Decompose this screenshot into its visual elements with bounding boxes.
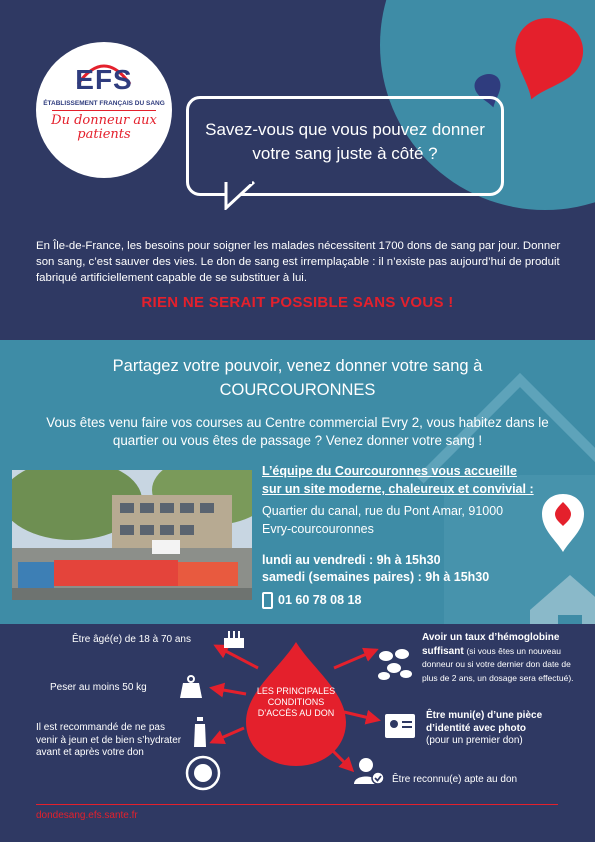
middle-section bbox=[0, 340, 595, 624]
logo-acronym: EFS bbox=[75, 64, 133, 95]
phone-number[interactable]: 01 60 78 08 18 bbox=[278, 593, 362, 607]
logo-divider bbox=[52, 110, 156, 111]
logo-tagline: Du donneur aux patients bbox=[51, 113, 157, 142]
hours-line1: lundi au vendredi : 9h à 15h30 bbox=[262, 553, 441, 567]
weight-icon bbox=[178, 674, 204, 700]
conditions-section bbox=[0, 624, 595, 842]
middle-title-line2: COURCOURONNES bbox=[219, 381, 376, 399]
speech-bubble-tail bbox=[224, 180, 260, 210]
condition-apt: Être reconnu(e) apte au don bbox=[392, 774, 518, 785]
blood-cells-icon bbox=[376, 646, 414, 682]
id-bold: Être muni(e) d’une pièce d’identité avec photo bbox=[426, 710, 543, 734]
condition-hydrate: Il est recommandé de ne pas venir à jeun et de bien s’hydrater avant et après votre don bbox=[36, 722, 182, 758]
header-question: Savez-vous que vous pouvez donner votre sang juste à côté ? bbox=[205, 120, 485, 163]
birthday-cake-icon bbox=[222, 628, 246, 650]
water-bottle-icon bbox=[192, 716, 208, 748]
plate-icon bbox=[184, 754, 222, 792]
phone-icon bbox=[262, 592, 273, 609]
opening-hours bbox=[262, 552, 562, 586]
address-line2: Evry-courcouronnes bbox=[262, 522, 374, 536]
top-section bbox=[0, 0, 595, 340]
address bbox=[262, 502, 542, 538]
user-check-icon bbox=[354, 756, 386, 786]
conditions-title: LES PRINCIPALES CONDITIONS D’ACCÈS AU DON bbox=[256, 686, 336, 718]
id-note: (pour un premier don) bbox=[426, 735, 523, 746]
team-line2: sur un site moderne, chaleureux et convivial : bbox=[262, 482, 534, 496]
red-speech-drop-icon bbox=[506, 14, 586, 104]
hours-line2: samedi (semaines paires) : 9h à 15h30 bbox=[262, 570, 490, 584]
team-heading bbox=[262, 462, 582, 498]
footer-divider bbox=[36, 804, 558, 805]
middle-text: Vous êtes venu faire vos courses au Centre commercial Evry 2, vous habitez dans le quartier ou vous êtes de passage ? Venez donner votre sang ! bbox=[46, 415, 549, 448]
logo-name: ÉTABLISSEMENT FRANÇAIS DU SANG bbox=[43, 100, 165, 107]
location-pin-icon bbox=[540, 492, 586, 554]
id-card-icon bbox=[384, 710, 416, 740]
condition-hemoglobin bbox=[422, 632, 582, 685]
condition-weight: Peser au moins 50 kg bbox=[50, 682, 147, 693]
middle-title-line1: Partagez votre pouvoir, venez donner votre sang à bbox=[112, 357, 483, 375]
team-line1: L’équipe du Courcouronnes vous accueille bbox=[262, 464, 517, 478]
hemo-bold2: suffisant bbox=[422, 645, 464, 657]
condition-id bbox=[426, 710, 576, 748]
hemo-note: (si vous êtes un nouveau donneur ou si votre dernier don date de plus de 2 ans, un dosage sera effectué). bbox=[422, 645, 574, 683]
condition-age: Être âgé(e) de 18 à 70 ans bbox=[72, 634, 191, 645]
middle-title bbox=[60, 354, 535, 402]
intro-paragraph: En Île-de-France, les besoins pour soigner les malades nécessitent 1700 dons de sang par jour. Donner son sang, c’est sauver des vies. Le don de sang est irremplaçable : il n’existe pas aujourd’hui de produit fabriqué artificiellement capable de se substituer à lui. bbox=[36, 240, 561, 284]
efs-logo bbox=[36, 42, 172, 178]
site-photo bbox=[12, 470, 252, 600]
slogan: RIEN NE SERAIT POSSIBLE SANS VOUS ! bbox=[141, 294, 454, 311]
address-line1: Quartier du canal, rue du Pont Amar, 91000 bbox=[262, 504, 504, 518]
footer-url[interactable]: dondesang.efs.sante.fr bbox=[36, 810, 138, 821]
hemo-bold1: Avoir un taux d’hémoglobine bbox=[422, 632, 560, 643]
